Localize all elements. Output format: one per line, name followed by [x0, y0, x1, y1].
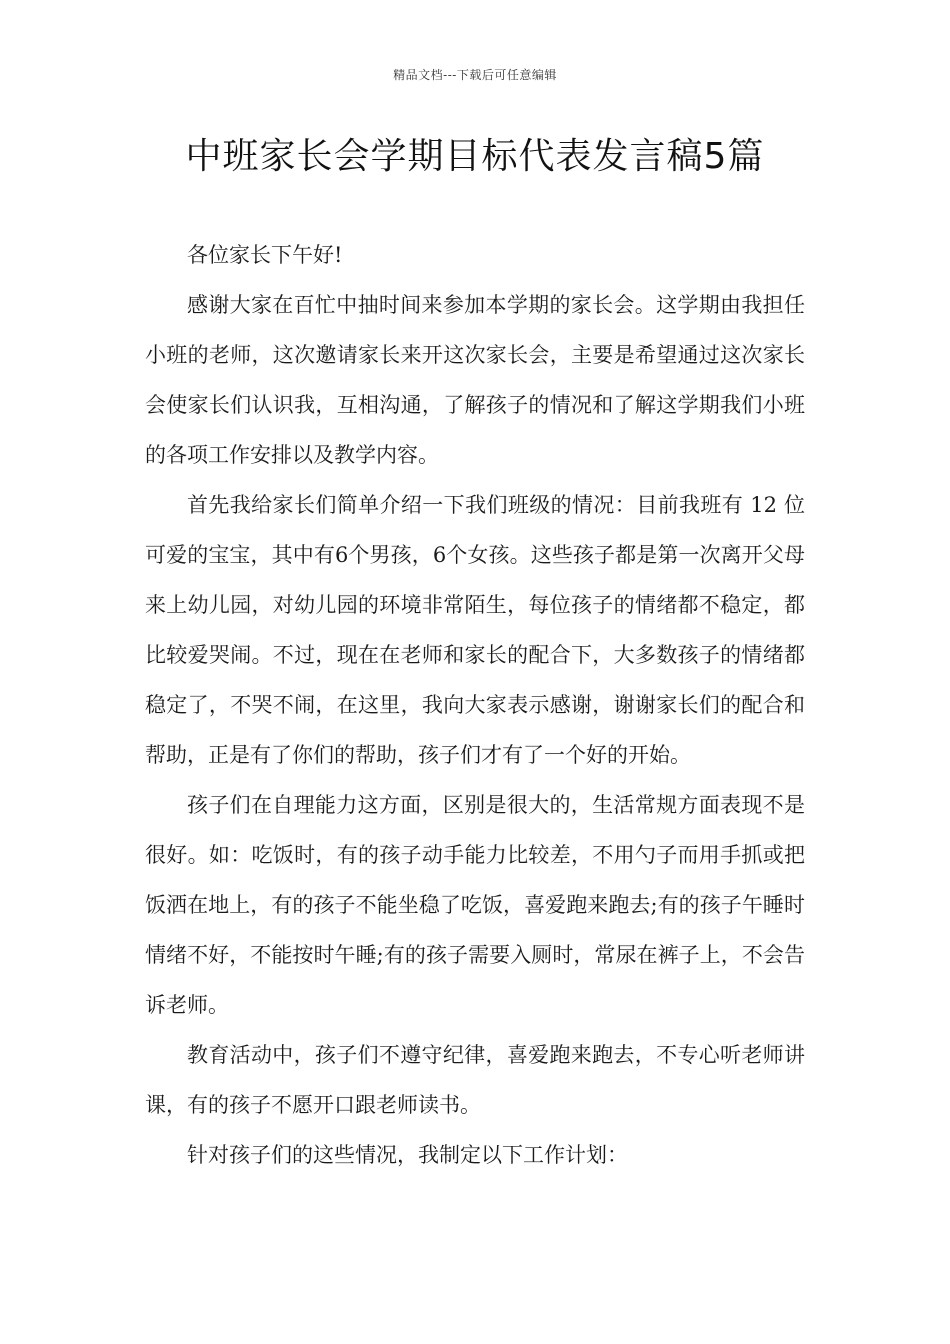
paragraph-education: 教育活动中，孩子们不遵守纪律，喜爱跑来跑去，不专心听老师讲课，有的孩子不愿开口跟老师读书。	[145, 1043, 805, 1117]
paragraph-class-intro: 首先我给家长们简单介绍一下我们班级的情况：目前我班有 12 位可爱的宝宝，其中有6个男孩，6个女孩。这些孩子都是第一次离开父母来上幼儿园，对幼儿园的环境非常陌生，每位孩子的情绪都不稳定，都比较爱哭闹。不过，现在在老师和家长的配合下，大多数孩子的情绪都稳定了，不哭不闹，在这里，我向大家表示感谢，谢谢家长们的配合和帮助，正是有了你们的帮助，孩子们才有了一个好的开始。	[145, 493, 805, 767]
document-title: 中班家长会学期目标代表发言稿5篇	[185, 136, 765, 177]
paragraph-greeting: 各位家长下午好!	[187, 243, 343, 267]
paragraph-self-care: 孩子们在自理能力这方面，区别是很大的，生活常规方面表现不是很好。如：吃饭时，有的孩子动手能力比较差，不用勺子而用手抓或把饭洒在地上，有的孩子不能坐稳了吃饭，喜爱跑来跑去;有的孩子午睡时情绪不好，不能按时午睡;有的孩子需要入厕时，常尿在裤子上，不会告诉老师。	[145, 793, 805, 1017]
paragraph-thanks: 感谢大家在百忙中抽时间来参加本学期的家长会。这学期由我担任小班的老师，这次邀请家长来开这次家长会，主要是希望通过这次家长会使家长们认识我，互相沟通，了解孩子的情况和了解这学期我们小班的各项工作安排以及教学内容。	[145, 293, 805, 467]
header-note: 精品文档---下载后可任意编辑	[393, 68, 557, 82]
paragraph-plan-intro: 针对孩子们的这些情况，我制定以下工作计划：	[187, 1143, 628, 1167]
document-body	[145, 230, 805, 1180]
